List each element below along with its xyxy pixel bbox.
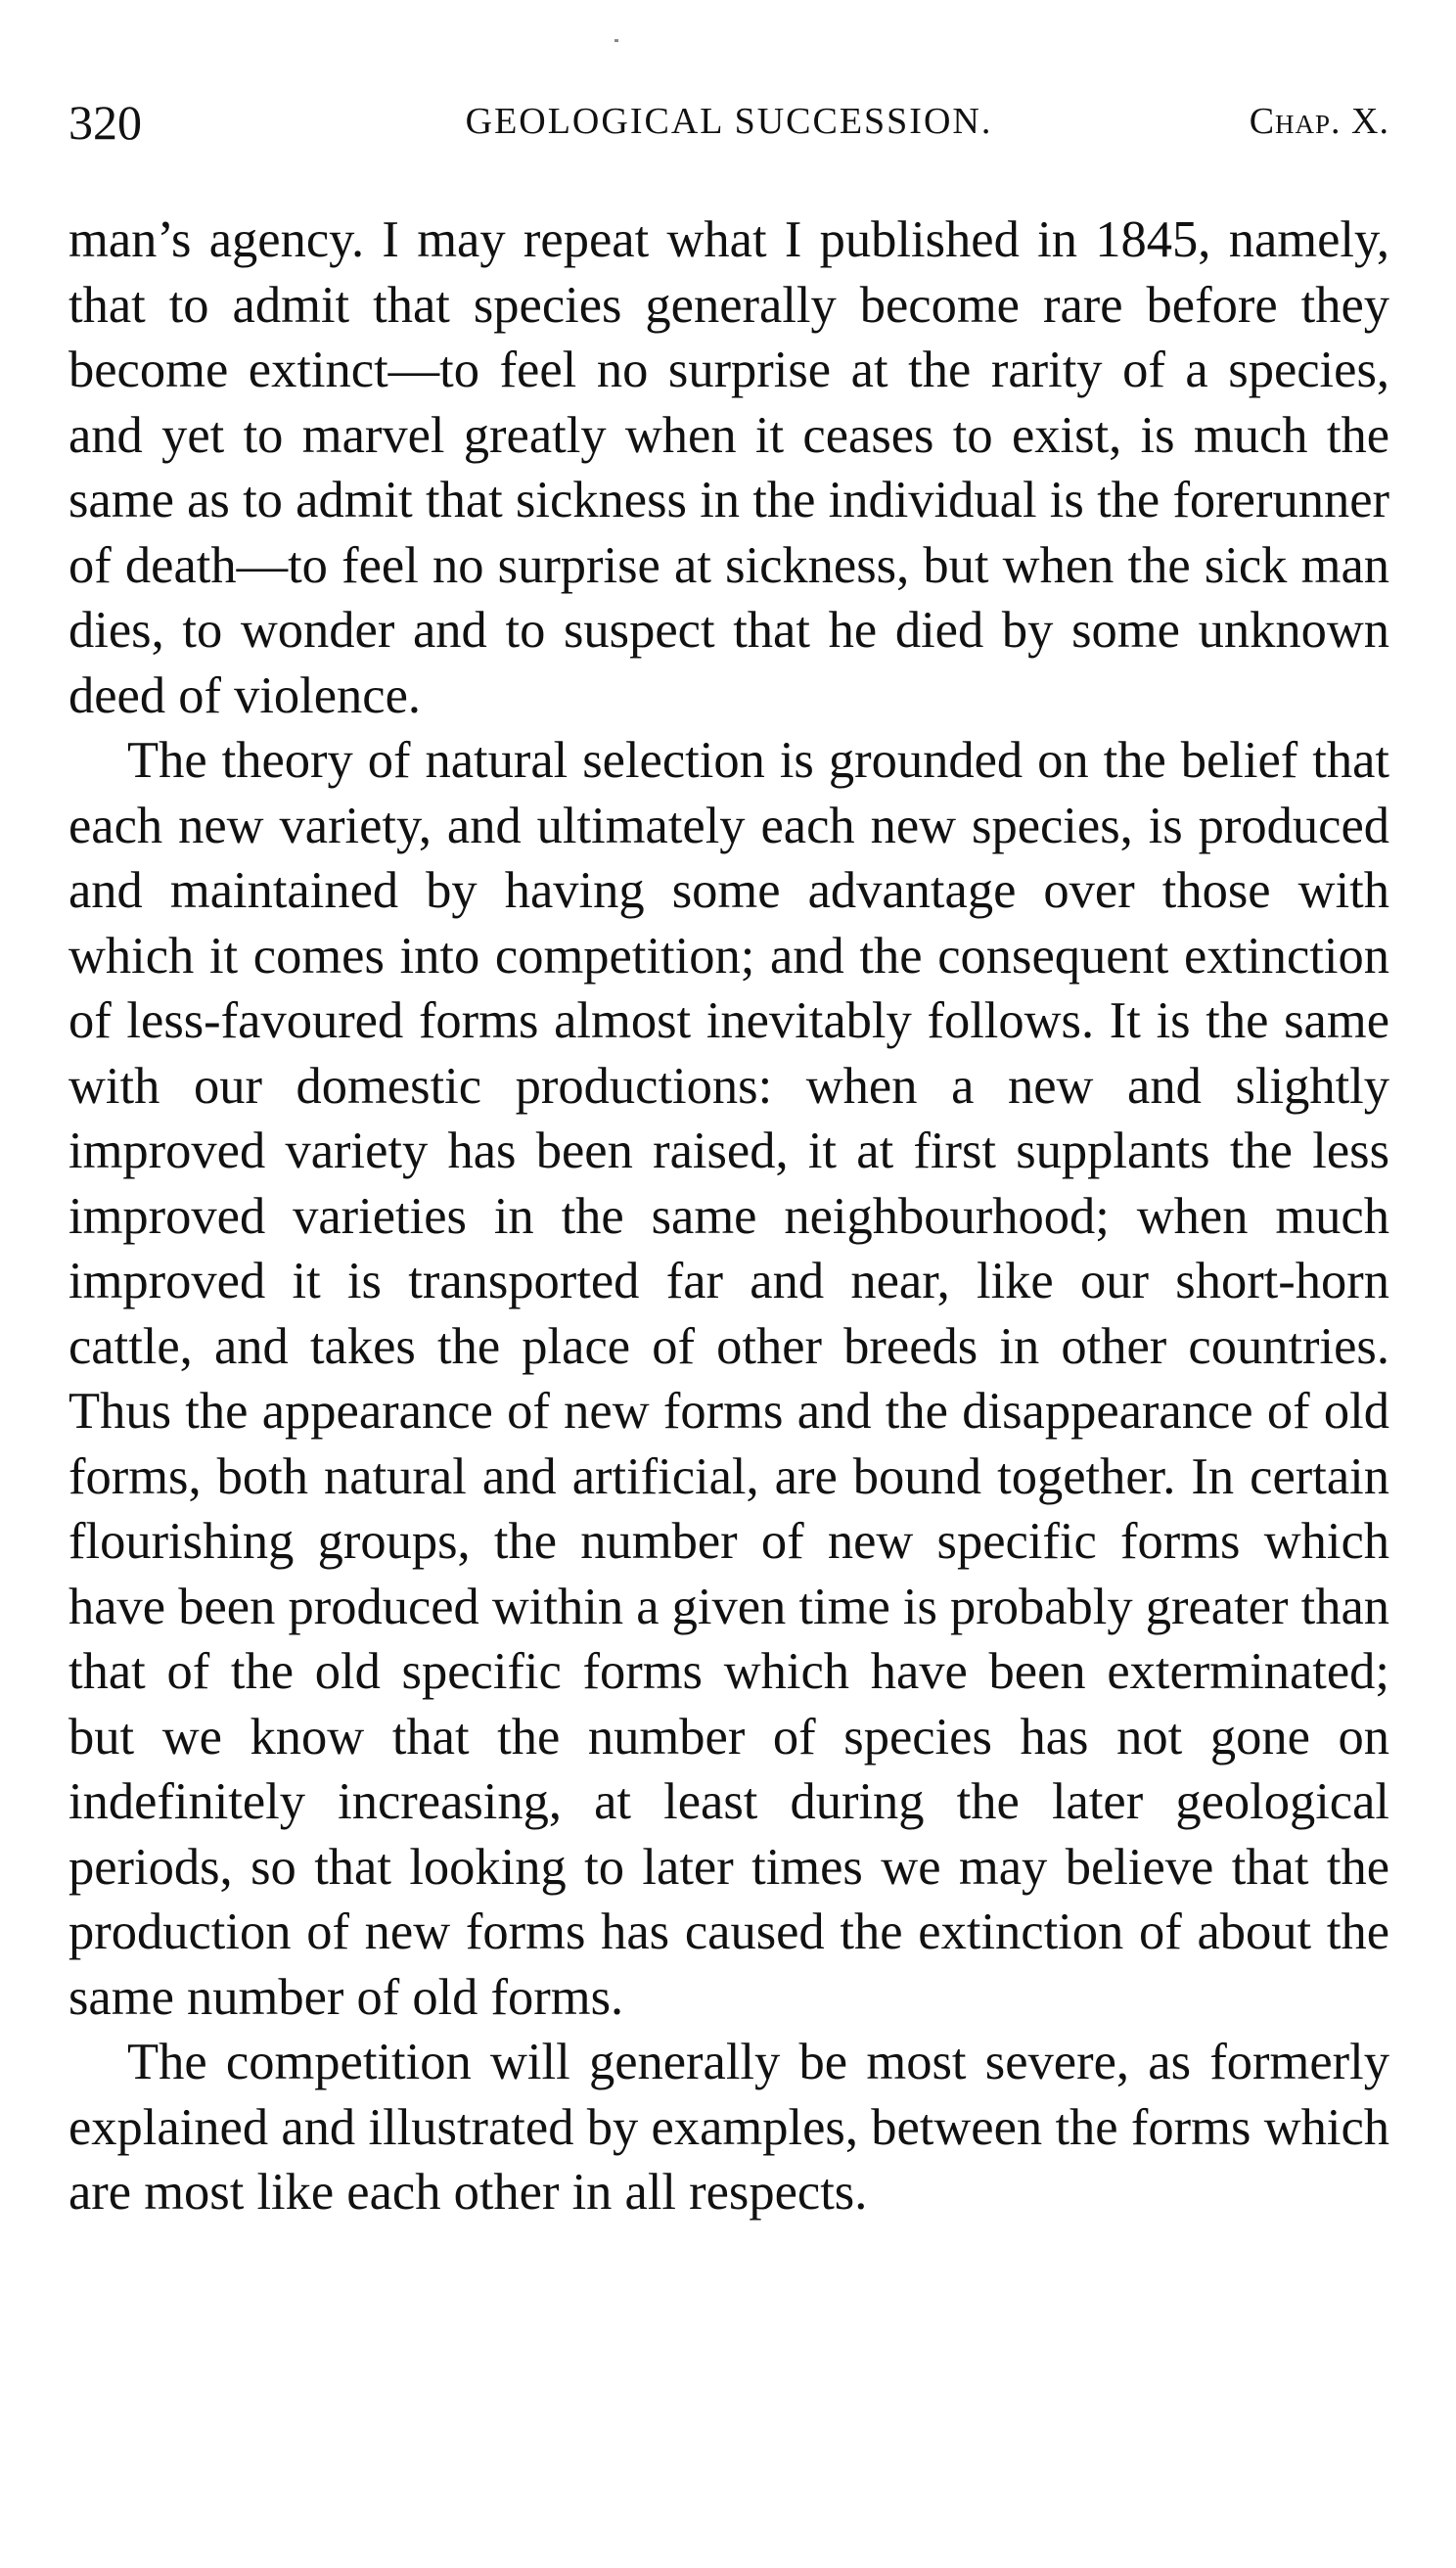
body-text <box>68 207 1389 2225</box>
chapter-reference: Chap. X. <box>1249 101 1389 142</box>
paragraph: The competition will generally be most severe, as formerly explained and illustrated by examples, between the forms which are most like each other in all respects. <box>68 2034 1389 2221</box>
running-head <box>68 94 1389 162</box>
page-number: 320 <box>68 95 142 150</box>
paragraph-continued: man’s agency. I may repeat what I published in 1845, namely, that to admit that species generally become rare before they become extinct—to feel no surprise at the rarity of a species, and yet to marvel greatly when it ceases to exist, is much the same as to admit that sickness in the individual is the forerunner of death—to feel no surprise at sickness, but when the sick man dies, to wonder and to suspect that he died by some unknown deed of violence. <box>68 211 1389 724</box>
paragraph: The theory of natural selection is grounded on the belief that each new variety, and ultimately each new species, is produced and maintained by having some advantage over those with which it comes into competition; and the consequent extinction of less-favoured forms almost inevitably follows. It is the same with our domestic productions: when a new and slightly improved variety has been raised, it at first supplants the less improved varieties in the same neighbourhood; when much improved it is transported far and near, like our short-horn cattle, and takes the place of other breeds in other countries. Thus the appearance of new forms and the disappearance of old forms, both natural and artificial, are bound together. In certain flourishing groups, the number of new specific forms which have been produced within a given time is probably greater than that of the old specific forms which have been exterminated; but we know that the number of species has not gone on indefinitely increasing, at least during the later geological periods, so that looking to later times we may believe that the production of new forms has caused the extinction of about the same number of old forms. <box>68 732 1389 2026</box>
book-page <box>68 0 1389 2568</box>
running-title: GEOLOGICAL SUCCESSION. <box>465 101 993 142</box>
print-speck <box>614 39 618 42</box>
